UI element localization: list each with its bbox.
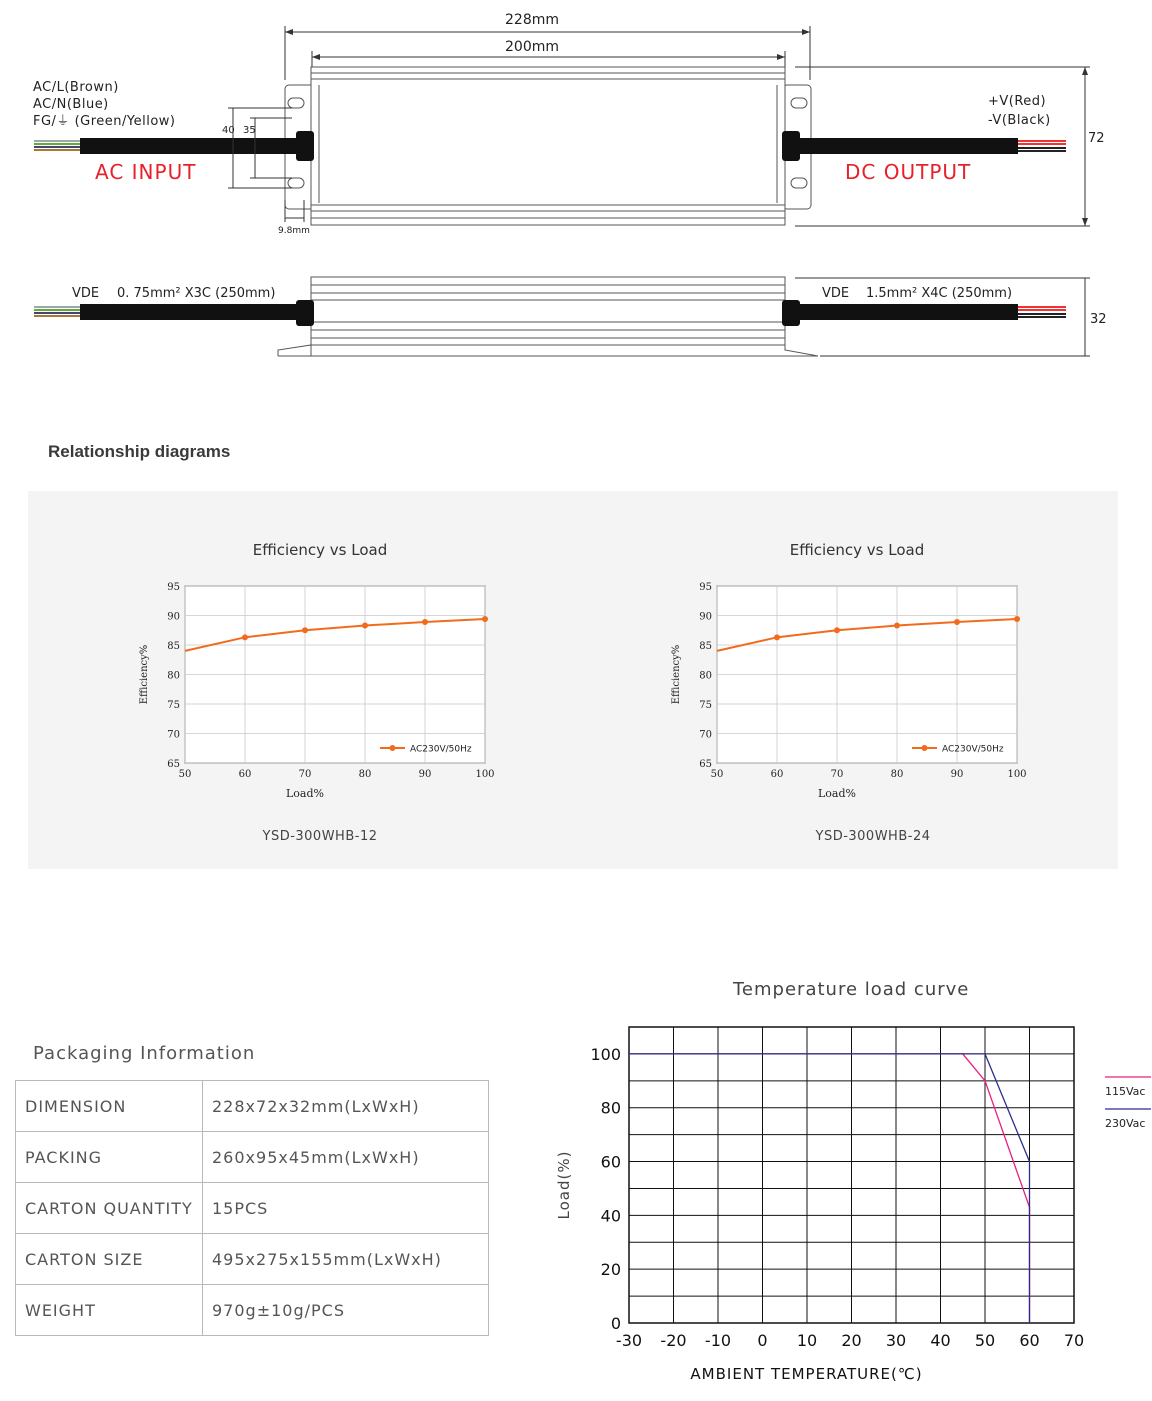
temperature-load-chart [545,1010,1152,1395]
y-tick-label: 85 [699,641,712,652]
y-tick-label: 40 [600,1206,621,1226]
dc-wire-negative: -V(Black) [988,113,1051,128]
dc-wire-list [988,92,1051,130]
ac-input-label: AC INPUT [95,160,197,184]
dim-35: 35 [243,125,256,136]
efficiency-chart-24v [662,574,1042,819]
legend-label: AC230V/50Hz [942,744,1004,755]
dim-9-8: 9.8mm [278,226,310,236]
chart1-model: YSD-300WHB-12 [262,829,378,844]
y-tick-label: 90 [167,611,180,623]
x-tick-label: 60 [238,769,252,780]
housing-side-view [278,277,818,356]
y-tick-label: 85 [167,641,180,652]
x-tick-label: 100 [1007,769,1027,780]
table-row [16,1285,489,1336]
x-tick-label: -10 [704,1331,732,1350]
data-point [242,634,248,640]
x-tick-label: 40 [930,1331,951,1350]
housing-top-view [285,67,811,225]
x-tick-label: 20 [841,1331,862,1350]
ac-wire-list [33,79,175,130]
side-right-cable: 1.5mm² X4C (250mm) [866,286,1013,301]
y-tick-label: 0 [610,1314,621,1333]
y-axis-label: Efficiency% [139,644,150,705]
x-tick-label: -20 [660,1331,687,1350]
data-point [954,619,960,625]
table-row [16,1234,489,1285]
y-tick-label: 65 [699,759,712,770]
x-axis-label: Load% [286,787,324,800]
x-tick-label: 60 [770,769,784,780]
x-tick-label: 60 [1019,1331,1040,1350]
row-label: DIMENSION [16,1081,203,1132]
dim-72: 72 [1088,131,1105,146]
data-point [422,619,428,625]
data-point [774,634,780,640]
y-tick-label: 95 [167,582,180,593]
data-point [362,623,368,629]
data-point [482,616,488,622]
ac-wire-n: AC/N(Blue) [33,97,109,112]
legend-marker [922,745,928,751]
y-tick-label: 60 [600,1152,621,1172]
packaging-title: Packaging Information [33,1043,256,1064]
y-tick-label: 20 [600,1260,621,1280]
legend-label: 115Vac [1105,1085,1146,1098]
ac-wire-l: AC/L(Brown) [33,80,119,95]
ac-wire-fg: FG/⏚ (Green/Yellow) [33,114,176,129]
temp-chart-title: Temperature load curve [733,979,970,1000]
chart2-model: YSD-300WHB-24 [815,829,931,844]
x-axis-label: Load% [818,787,856,800]
dim-overall-length: 228mm [505,12,559,28]
y-axis-label: Efficiency% [671,644,682,705]
row-label: PACKING [16,1132,203,1183]
y-tick-label: 75 [167,700,180,711]
x-tick-label: -30 [615,1331,643,1350]
efficiency-chart-12v [130,574,510,819]
x-tick-label: 50 [710,769,724,780]
data-point [302,627,308,633]
y-tick-label: 65 [167,759,180,770]
dim-40: 40 [222,125,235,136]
legend-label: AC230V/50Hz [410,744,472,755]
row-value: 970g±10g/PCS [203,1285,489,1336]
row-value: 260x95x45mm(LxWxH) [203,1132,489,1183]
side-right-vde: VDE [822,286,850,301]
x-axis-label: AMBIENT TEMPERATURE(℃) [690,1365,923,1383]
data-point [1014,616,1020,622]
dim-inner-length: 200mm [505,39,559,55]
y-tick-label: 70 [167,729,180,741]
side-left-vde: VDE [72,286,100,301]
row-label: CARTON SIZE [16,1234,203,1285]
dc-wire-positive: +V(Red) [988,94,1047,109]
table-row [16,1081,489,1132]
x-tick-label: 70 [298,769,312,780]
y-tick-label: 70 [699,729,712,741]
data-point [894,623,900,629]
side-left-cable: 0. 75mm² X3C (250mm) [117,286,276,301]
row-label: WEIGHT [16,1285,203,1336]
row-value: 228x72x32mm(LxWxH) [203,1081,489,1132]
y-tick-label: 80 [600,1098,621,1118]
dc-output-label: DC OUTPUT [845,160,972,184]
x-tick-label: 80 [890,769,904,780]
mechanical-drawing [0,0,1152,380]
y-tick-label: 75 [699,700,712,711]
y-tick-label: 95 [699,582,712,593]
x-tick-label: 70 [830,769,844,780]
x-tick-label: 30 [885,1331,907,1350]
x-tick-label: 100 [475,769,495,780]
chart1-title: Efficiency vs Load [252,541,388,559]
legend-marker [390,745,396,751]
y-tick-label: 90 [699,611,712,623]
x-tick-label: 0 [757,1331,768,1350]
data-point [834,627,840,633]
x-tick-label: 50 [974,1331,996,1350]
x-tick-label: 90 [950,769,964,780]
x-tick-label: 90 [418,769,432,780]
relationship-title: Relationship diagrams [48,442,231,461]
y-tick-label: 100 [590,1044,621,1064]
dim-32: 32 [1090,312,1107,327]
x-tick-label: 50 [178,769,192,780]
table-row [16,1132,489,1183]
y-tick-label: 80 [167,670,180,682]
packaging-table [15,1080,489,1336]
row-value: 15PCS [203,1183,489,1234]
table-row [16,1183,489,1234]
legend-label: 230Vac [1105,1117,1146,1130]
y-tick-label: 80 [699,670,712,682]
chart2-title: Efficiency vs Load [789,541,925,559]
x-tick-label: 10 [796,1331,818,1350]
row-label: CARTON QUANTITY [16,1183,203,1234]
y-axis-label: Load(%) [555,1150,573,1220]
row-value: 495x275x155mm(LxWxH) [203,1234,489,1285]
x-tick-label: 70 [1063,1331,1085,1350]
x-tick-label: 80 [358,769,372,780]
